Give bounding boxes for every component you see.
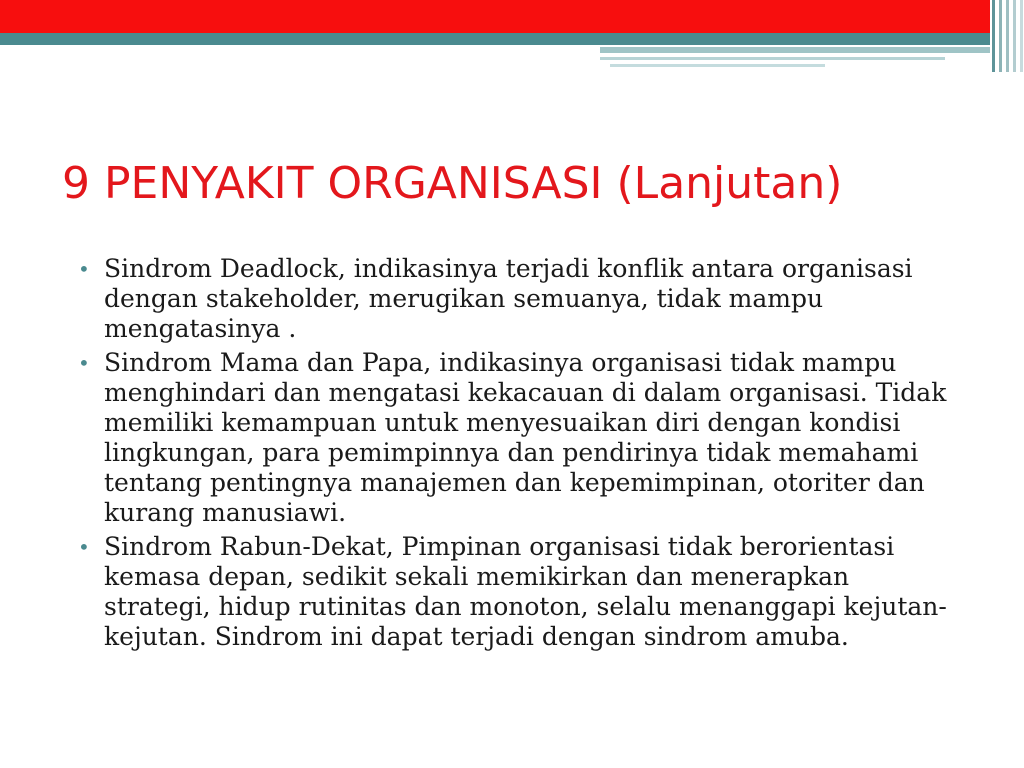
bullet-item bbox=[72, 348, 962, 528]
corner-stripe bbox=[1013, 0, 1016, 72]
header-teal-bar bbox=[0, 33, 990, 45]
corner-stripe bbox=[992, 0, 995, 72]
header-corner-stripes bbox=[990, 0, 1024, 72]
bullet-list bbox=[72, 254, 962, 656]
slide-title: 9 PENYAKIT ORGANISASI (Lanjutan) bbox=[62, 158, 843, 209]
header-accent-line bbox=[600, 47, 990, 53]
header-accent-line bbox=[610, 64, 825, 67]
bullet-text: Sindrom Mama dan Papa, indikasinya organisasi tidak mampu menghindari dan mengatasi kekacauan di dalam organisasi. Tidak memiliki kemampuan untuk menyesuaikan diri dengan kondisi lingkungan, para pemimpinnya dan pendirinya tidak memahami tentang pentingnya manajemen dan kepemimpinan, otoriter dan kurang manusiawi. bbox=[104, 348, 947, 527]
bullet-item bbox=[72, 532, 962, 652]
corner-stripe bbox=[999, 0, 1002, 72]
header-red-bar bbox=[0, 0, 990, 33]
header-accent-line bbox=[600, 57, 945, 60]
bullet-dot-icon: • bbox=[78, 535, 90, 559]
bullet-dot-icon: • bbox=[78, 351, 90, 375]
corner-stripe bbox=[1006, 0, 1009, 72]
corner-stripe bbox=[1020, 0, 1023, 72]
bullet-item bbox=[72, 254, 962, 344]
bullet-text: Sindrom Deadlock, indikasinya terjadi konflik antara organisasi dengan stakeholder, merugikan semuanya, tidak mampu mengatasinya . bbox=[104, 254, 913, 343]
bullet-text: Sindrom Rabun-Dekat, Pimpinan organisasi tidak berorientasi kemasa depan, sedikit sekali memikirkan dan menerapkan strategi, hidup rutinitas dan monoton, selalu menanggapi kejutan-kejutan. Sindrom ini dapat terjadi dengan sindrom amuba. bbox=[104, 532, 947, 651]
bullet-dot-icon: • bbox=[78, 257, 90, 281]
